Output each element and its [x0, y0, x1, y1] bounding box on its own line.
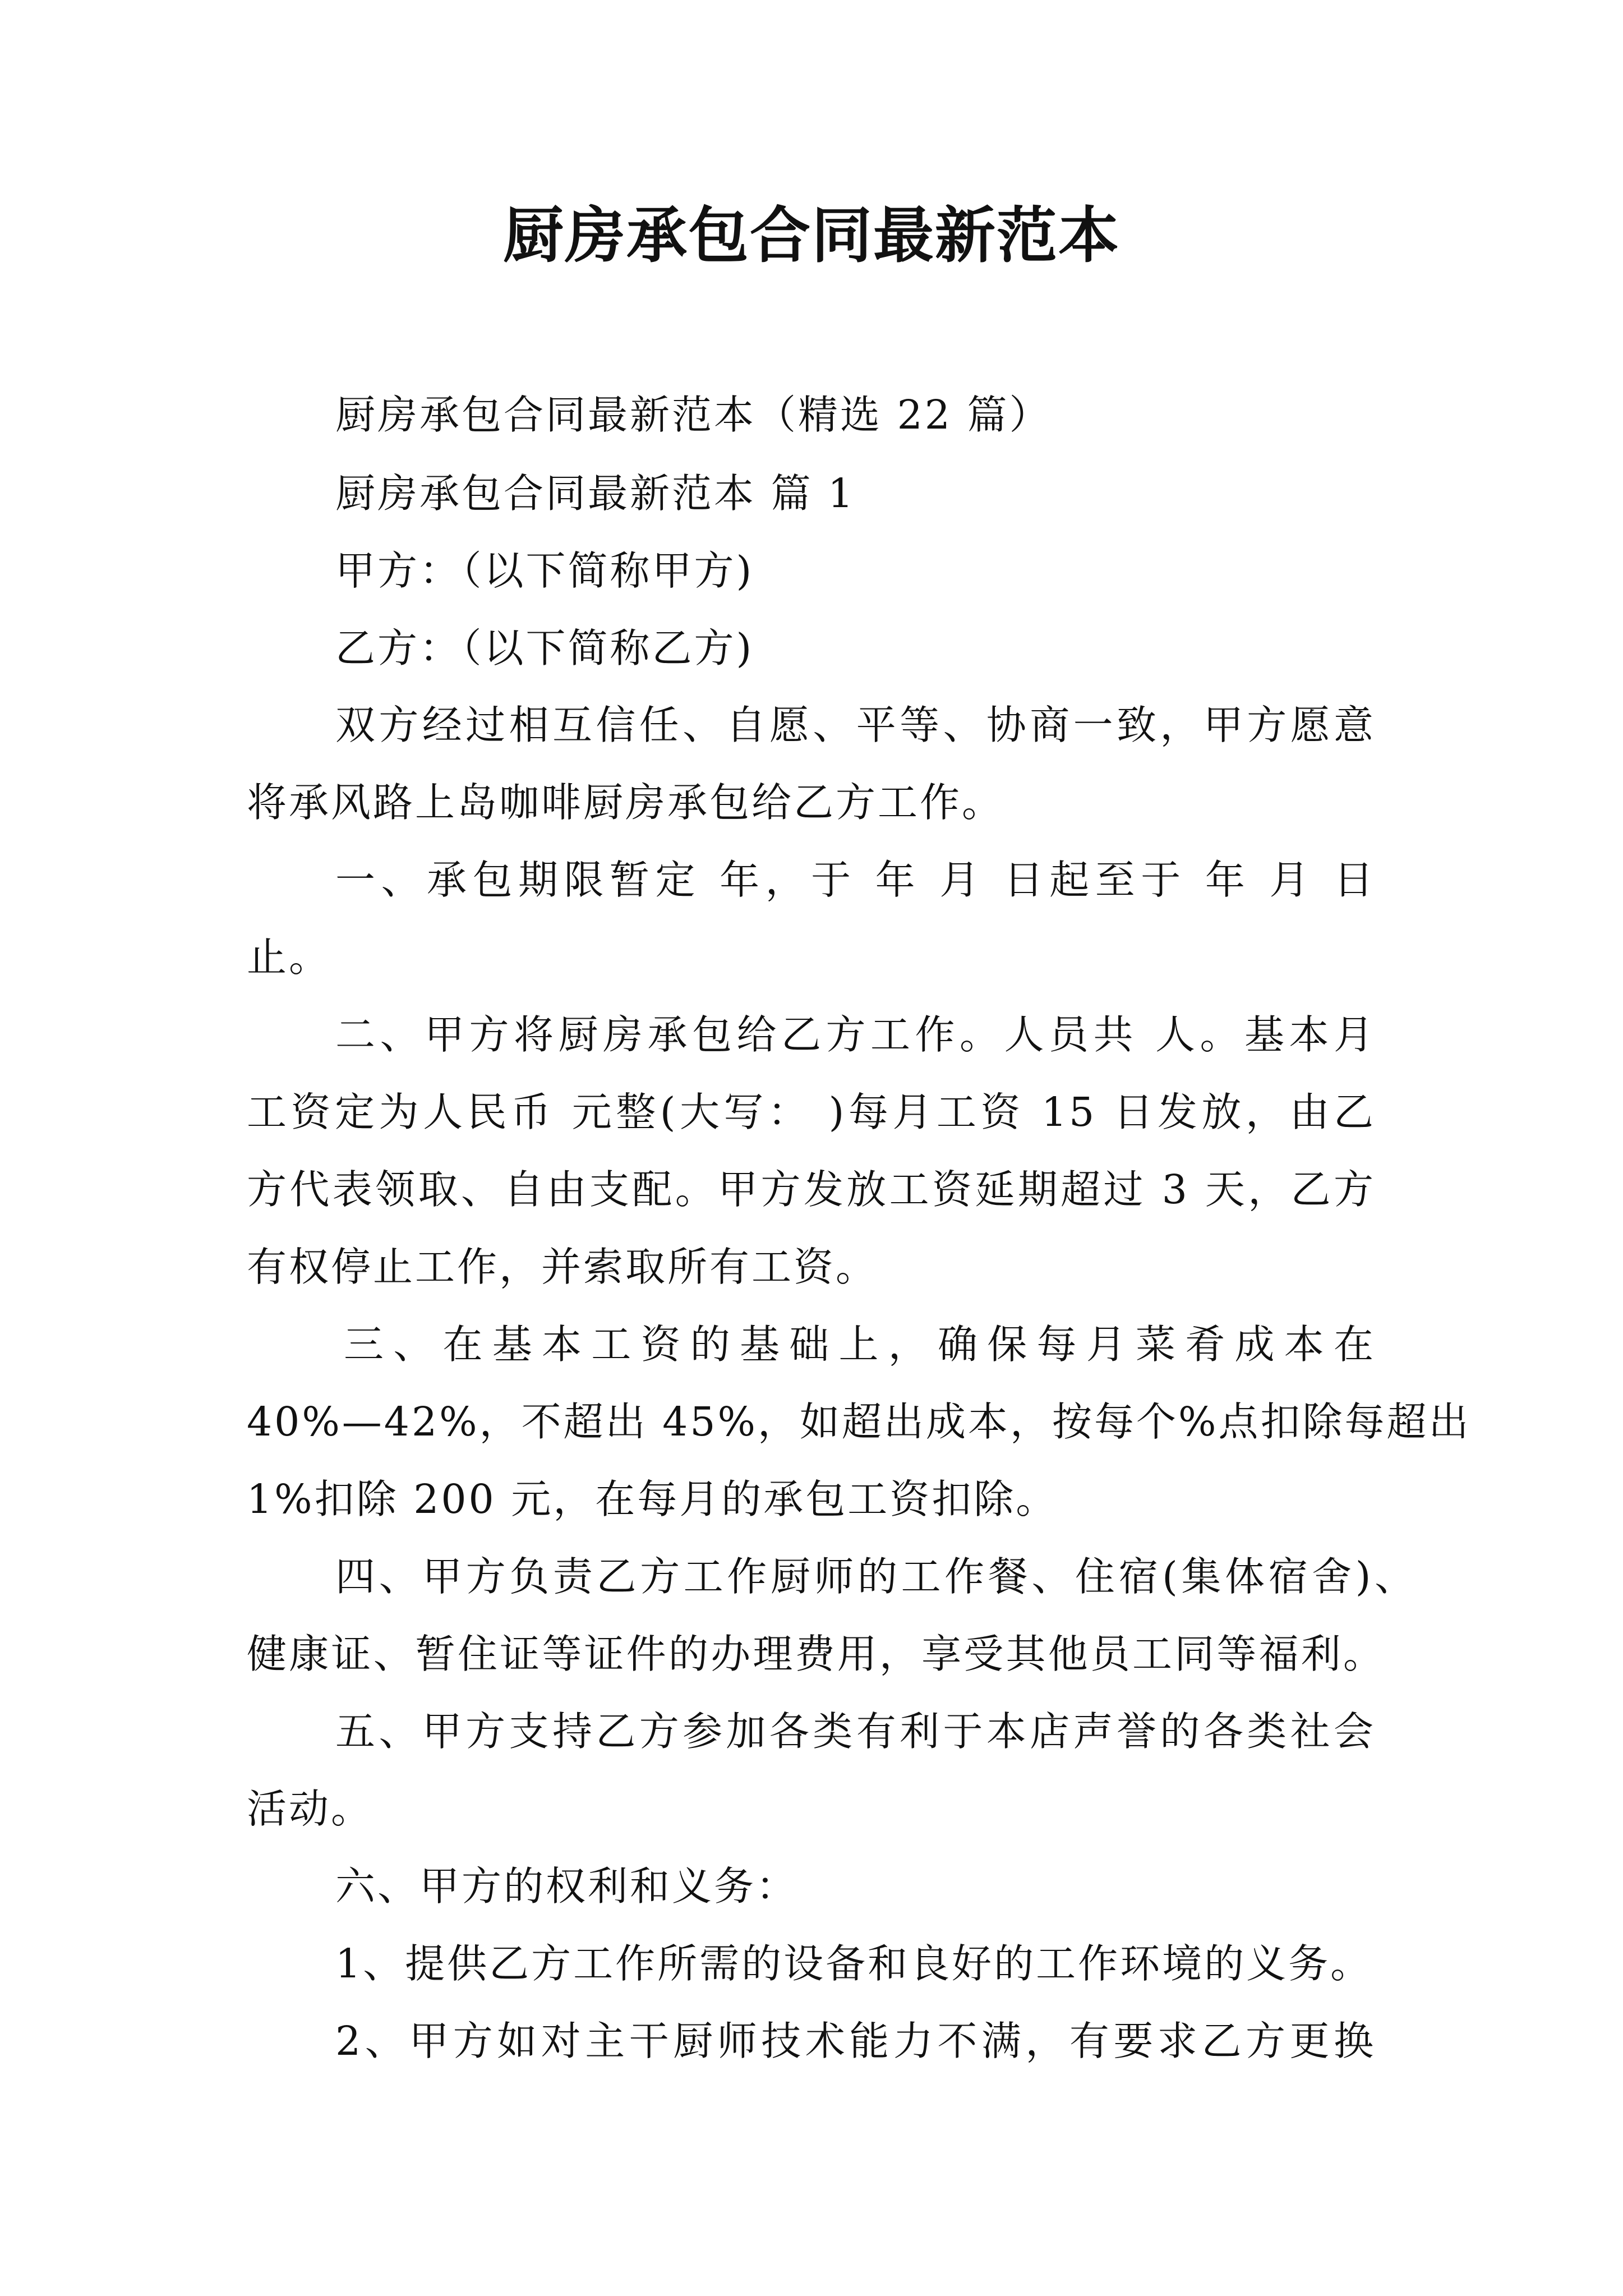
clause-5-line: 活动。	[247, 1786, 374, 1832]
clause-6-item: 1、提供乙方工作所需的设备和良好的工作环境的义务。	[335, 1940, 1373, 1987]
clause-1-line: 一、承包期限暂定 年，于 年 月 日起至于 年 月 日	[335, 857, 1376, 903]
clause-3-line: 三、在基本工资的基础上，确保每月菜肴成本在	[344, 1321, 1376, 1368]
clause-2-line: 有权停止工作，并索取所有工资。	[247, 1244, 878, 1290]
clause-6-item: 2、甲方如对主干厨师技术能力不满，有要求乙方更换	[335, 2018, 1376, 2064]
document-subtitle: 厨房承包合同最新范本（精选 22 篇）	[335, 392, 1052, 438]
clause-1-line: 止。	[247, 934, 331, 981]
paragraph-line: 将承风路上岛咖啡厨房承包给乙方工作。	[247, 779, 1004, 826]
party-b-line: 乙方：（以下简称乙方)	[335, 625, 754, 671]
clause-6-heading: 六、甲方的权利和义务：	[335, 1863, 799, 1910]
clause-2-line: 方代表领取、自由支配。甲方发放工资延期超过 3 天，乙方	[247, 1166, 1376, 1213]
clause-2-line: 二、甲方将厨房承包给乙方工作。人员共 人。基本月	[335, 1011, 1376, 1058]
section-heading: 厨房承包合同最新范本 篇 1	[335, 470, 856, 517]
clause-5-line: 五、甲方支持乙方参加各类有利于本店声誉的各类社会	[335, 1708, 1376, 1755]
paragraph-line: 双方经过相互信任、自愿、平等、协商一致，甲方愿意	[335, 702, 1376, 748]
clause-2-line: 工资定为人民币 元整(大写： )每月工资 15 日发放，由乙	[247, 1089, 1376, 1135]
clause-4-line: 健康证、暂住证等证件的办理费用，享受其他员工同等福利。	[247, 1631, 1385, 1677]
document-title: 厨房承包合同最新范本	[502, 200, 1120, 271]
clause-3-line: 1%扣除 200 元，在每月的承包工资扣除。	[247, 1476, 1058, 1522]
party-a-line: 甲方：（以下简称甲方)	[335, 547, 754, 594]
clause-4-line: 四、甲方负责乙方工作厨师的工作餐、住宿(集体宿舍)、	[335, 1553, 1417, 1600]
clause-3-line: 40%—42%，不超出 45%，如超出成本，按每个%点扣除每超出	[247, 1398, 1471, 1445]
